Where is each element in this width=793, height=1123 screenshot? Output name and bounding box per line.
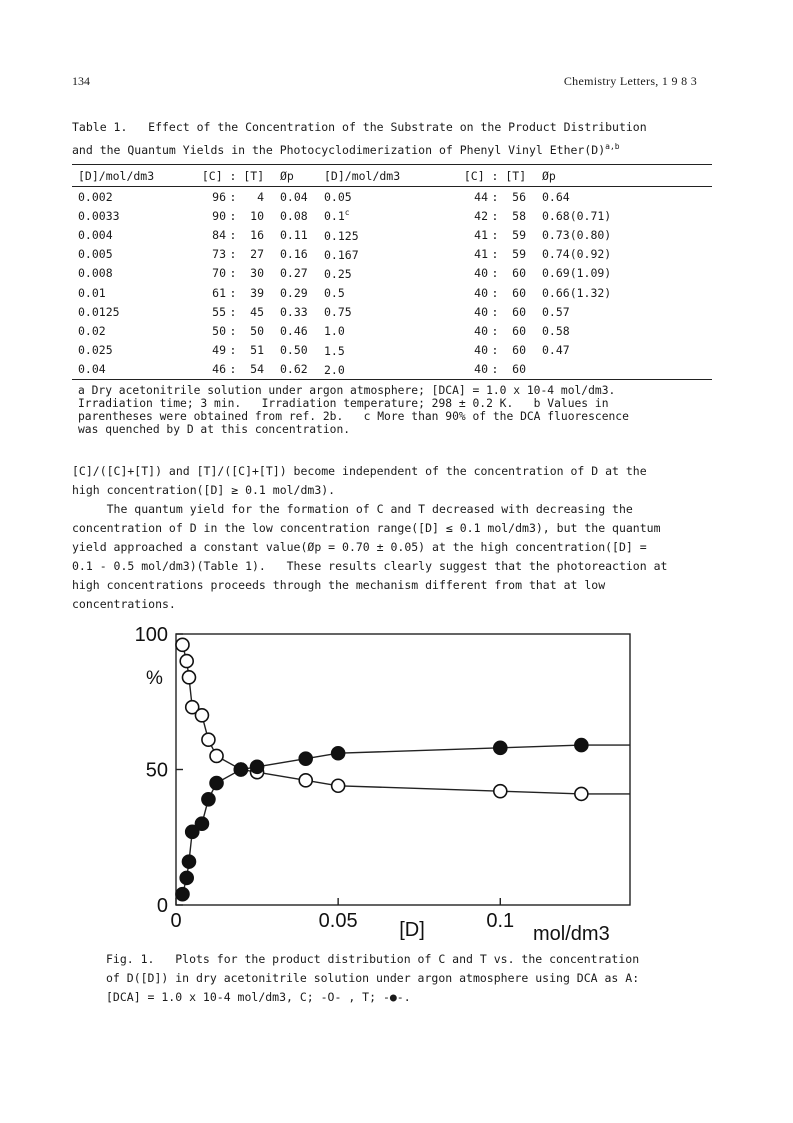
table-cell: 40	[474, 285, 488, 300]
table-cell: 40	[474, 362, 488, 377]
table-cell: 0.0125	[78, 304, 120, 319]
table-cell: 55	[212, 304, 226, 319]
data-point-C	[210, 749, 223, 762]
table-cell: 27	[250, 247, 264, 262]
data-point-T	[251, 760, 264, 773]
ratio-colon: :	[491, 189, 499, 204]
table-cell: 61	[212, 285, 226, 300]
ratio-colon: :	[229, 189, 237, 204]
footnote-marker: c	[344, 208, 350, 218]
table-footnotes: a Dry acetonitrile solution under argon atmosphere; [DCA] = 1.0 x 10-4 mol/dm3. Irradiation time; 3 min. Irradiation temperature; 298 ± 0.2 K. b Values in parentheses were obtained from ref. 2b. c More than 90% of the DCA fluorescence was quenched by D at this concentration.	[78, 384, 629, 436]
data-point-T	[176, 888, 189, 901]
table-cell: 0.46	[280, 323, 308, 338]
table-cell: 0.64	[542, 189, 570, 204]
data-point-T	[299, 752, 312, 765]
table-cell: 0.27	[280, 266, 308, 281]
table-cell: 0.004	[78, 227, 113, 242]
ratio-colon: :	[491, 266, 499, 281]
table-cell: 40	[474, 323, 488, 338]
ratio-colon: :	[491, 285, 499, 300]
table-cell: 96	[212, 189, 226, 204]
series-line-T	[183, 745, 631, 894]
data-point-C	[494, 785, 507, 798]
table-cell: 50	[250, 323, 264, 338]
y-tick-label: 50	[145, 759, 168, 782]
table-cell: 58	[512, 208, 526, 223]
col-header-d2: [D]/mol/dm3	[324, 168, 401, 183]
table-cell: 42	[474, 208, 488, 223]
ratio-colon: :	[491, 304, 499, 319]
table-cell: 40	[474, 304, 488, 319]
table-cell: 73	[212, 247, 226, 262]
table-cell: 50	[212, 323, 226, 338]
ratio-colon: :	[229, 362, 237, 377]
x-axis-label: [D]	[399, 919, 425, 941]
table-cell: 0.57	[542, 304, 570, 319]
table-cell: 10	[250, 208, 264, 223]
table-caption-sup: a,b	[605, 142, 620, 151]
table-cell: 60	[512, 266, 526, 281]
ratio-colon: :	[229, 304, 237, 319]
data-point-C	[182, 671, 195, 684]
table-cell: 90	[212, 208, 226, 223]
table-cell: 0.05	[324, 190, 352, 204]
table-cell: 84	[212, 227, 226, 242]
ratio-colon: :	[229, 266, 237, 281]
table-cell: 39	[250, 285, 264, 300]
data-point-T	[210, 777, 223, 790]
data-point-C	[299, 774, 312, 787]
table-cell: 0.75	[324, 305, 352, 320]
table-cell: 45	[250, 304, 264, 319]
table-cell: 0.002	[78, 189, 113, 204]
table-cell: 30	[250, 266, 264, 281]
table-cell: 0.5	[324, 285, 345, 300]
page-number: 134	[72, 74, 90, 88]
ratio-colon: :	[491, 323, 499, 338]
table-cell: 0.125	[324, 228, 359, 243]
ratio-colon: :	[491, 227, 499, 242]
table-caption-line1: Table 1. Effect of the Concentration of the Substrate on the Product Distribution	[72, 120, 647, 134]
table-cell: 1.5	[324, 343, 345, 358]
table-cell: 4	[257, 189, 264, 204]
data-point-C	[195, 709, 208, 722]
x-tick-label: 0	[170, 910, 182, 932]
data-point-T	[195, 817, 208, 830]
table-cell: 0.66(1.32)	[542, 285, 612, 300]
table-cell: 54	[250, 362, 264, 377]
data-point-T	[575, 739, 588, 752]
table-cell: 40	[474, 343, 488, 358]
ratio-colon: :	[229, 227, 237, 242]
table-cell: 59	[512, 227, 526, 242]
ratio-colon: :	[229, 323, 237, 338]
col-header-ct2: [C] : [T]	[463, 168, 527, 183]
table-cell: 0.02	[78, 323, 106, 338]
table-cell: 0.62	[280, 362, 308, 377]
col-header-phi1: Øp	[280, 168, 294, 183]
table-cell: 0.73(0.80)	[542, 227, 612, 242]
table-cell: 56	[512, 189, 526, 204]
ratio-colon: :	[229, 343, 237, 358]
x-tick-label: 0.05	[318, 910, 358, 932]
table-cell: 0.0033	[78, 208, 120, 223]
table-cell: 1.0	[324, 324, 345, 339]
table-cell: 0.29	[280, 285, 308, 300]
data-point-C	[575, 787, 588, 800]
data-point-T	[182, 855, 195, 868]
data-point-C	[332, 779, 345, 792]
table-cell: 0.167	[324, 247, 359, 262]
x-axis-unit: mol/dm3	[533, 923, 610, 945]
table-cell: 44	[474, 189, 488, 204]
y-tick-label: 100	[134, 624, 168, 646]
table-cell: 0.005	[78, 247, 113, 262]
table-cell: 0.58	[542, 323, 570, 338]
table-cell: 0.025	[78, 343, 113, 358]
data-point-C	[202, 733, 215, 746]
table-cell: 0.01	[78, 285, 106, 300]
data-point-T	[202, 793, 215, 806]
table-cell: 0.25	[324, 266, 352, 281]
table-cell: 49	[212, 343, 226, 358]
table-cell: 0.11	[280, 227, 308, 242]
table-cell: 60	[512, 343, 526, 358]
data-point-T	[180, 871, 193, 884]
ratio-colon: :	[229, 247, 237, 262]
table-cell: 46	[212, 362, 226, 377]
y-axis-label: %	[146, 668, 163, 689]
table-cell: 0.16	[280, 247, 308, 262]
ratio-colon: :	[229, 208, 237, 223]
body-paragraph-1: [C]/([C]+[T]) and [T]/([C]+[T]) become independent of the concentration of D at the high concentration([D] ≥ 0.1 mol/dm3).	[72, 464, 647, 497]
ratio-colon: :	[491, 343, 499, 358]
series-line-C	[183, 645, 631, 794]
table-cell: 60	[512, 285, 526, 300]
table-cell: 0.69(1.09)	[542, 266, 612, 281]
table-cell: 51	[250, 343, 264, 358]
table-cell: 60	[512, 323, 526, 338]
table-caption-line2: and the Quantum Yields in the Photocyclodimerization of Phenyl Vinyl Ether(D)	[72, 142, 606, 157]
table-cell: 0.33	[280, 304, 308, 319]
ratio-colon: :	[229, 285, 237, 300]
data-point-T	[332, 747, 345, 760]
table-cell: 2.0	[324, 362, 345, 377]
table-cell: 70	[212, 266, 226, 281]
body-paragraph-2: The quantum yield for the formation of C and T decreased with decreasing the concentration of D in the low concentration range([D] ≤ 0.1 mol/dm3), but the quantum yield approached a constant value(Øp = 0.70 ± 0.05) at the high concentration([D] = 0.1 - 0.5 mol/dm3)(Table 1). These results clearly suggest that the photoreaction at high concentrations proceeds through the mechanism different from that at low concentrations.	[72, 502, 668, 611]
table-cell: 59	[512, 247, 526, 262]
table-cell: 16	[250, 227, 264, 242]
data-point-C	[176, 638, 189, 651]
x-tick-label: 0.1	[486, 910, 515, 932]
ratio-colon: :	[491, 247, 499, 262]
table-cell: 0.04	[78, 362, 106, 377]
table-cell: 0.47	[542, 343, 570, 358]
table-cell: 60	[512, 304, 526, 319]
ratio-colon: :	[491, 362, 499, 377]
data-point-T	[494, 741, 507, 754]
col-header-ct1: [C] : [T]	[201, 168, 265, 183]
table-cell: 0.08	[280, 208, 308, 223]
table-cell: 0.68(0.71)	[542, 208, 612, 223]
table-cell: 0.04	[280, 189, 308, 204]
table-cell: 0.1$^c$	[324, 208, 350, 224]
table-cell: 40	[474, 266, 488, 281]
journal-header: Chemistry Letters, 1 9 8 3	[563, 74, 697, 88]
table-cell: 0.008	[78, 266, 113, 281]
data-point-T	[234, 763, 247, 776]
col-header-d1: [D]/mol/dm3	[78, 168, 155, 183]
table-cell: 60	[512, 362, 526, 377]
data-point-C	[180, 655, 193, 668]
table-cell: 41	[474, 227, 488, 242]
table-cell: 41	[474, 247, 488, 262]
table-cell: 0.74(0.92)	[542, 247, 612, 262]
y-tick-label: 0	[156, 895, 168, 917]
ratio-colon: :	[491, 208, 499, 223]
table-cell: 0.50	[280, 343, 308, 358]
figure-caption: Fig. 1. Plots for the product distribution of C and T vs. the concentration of D([D]) in dry acetonitrile solution under argon atmosphere using DCA as A: [DCA] = 1.0 x 10-4 mol/dm3, C; -O- , T; -●-.	[106, 952, 640, 1004]
col-header-phi2: Øp	[542, 168, 556, 183]
